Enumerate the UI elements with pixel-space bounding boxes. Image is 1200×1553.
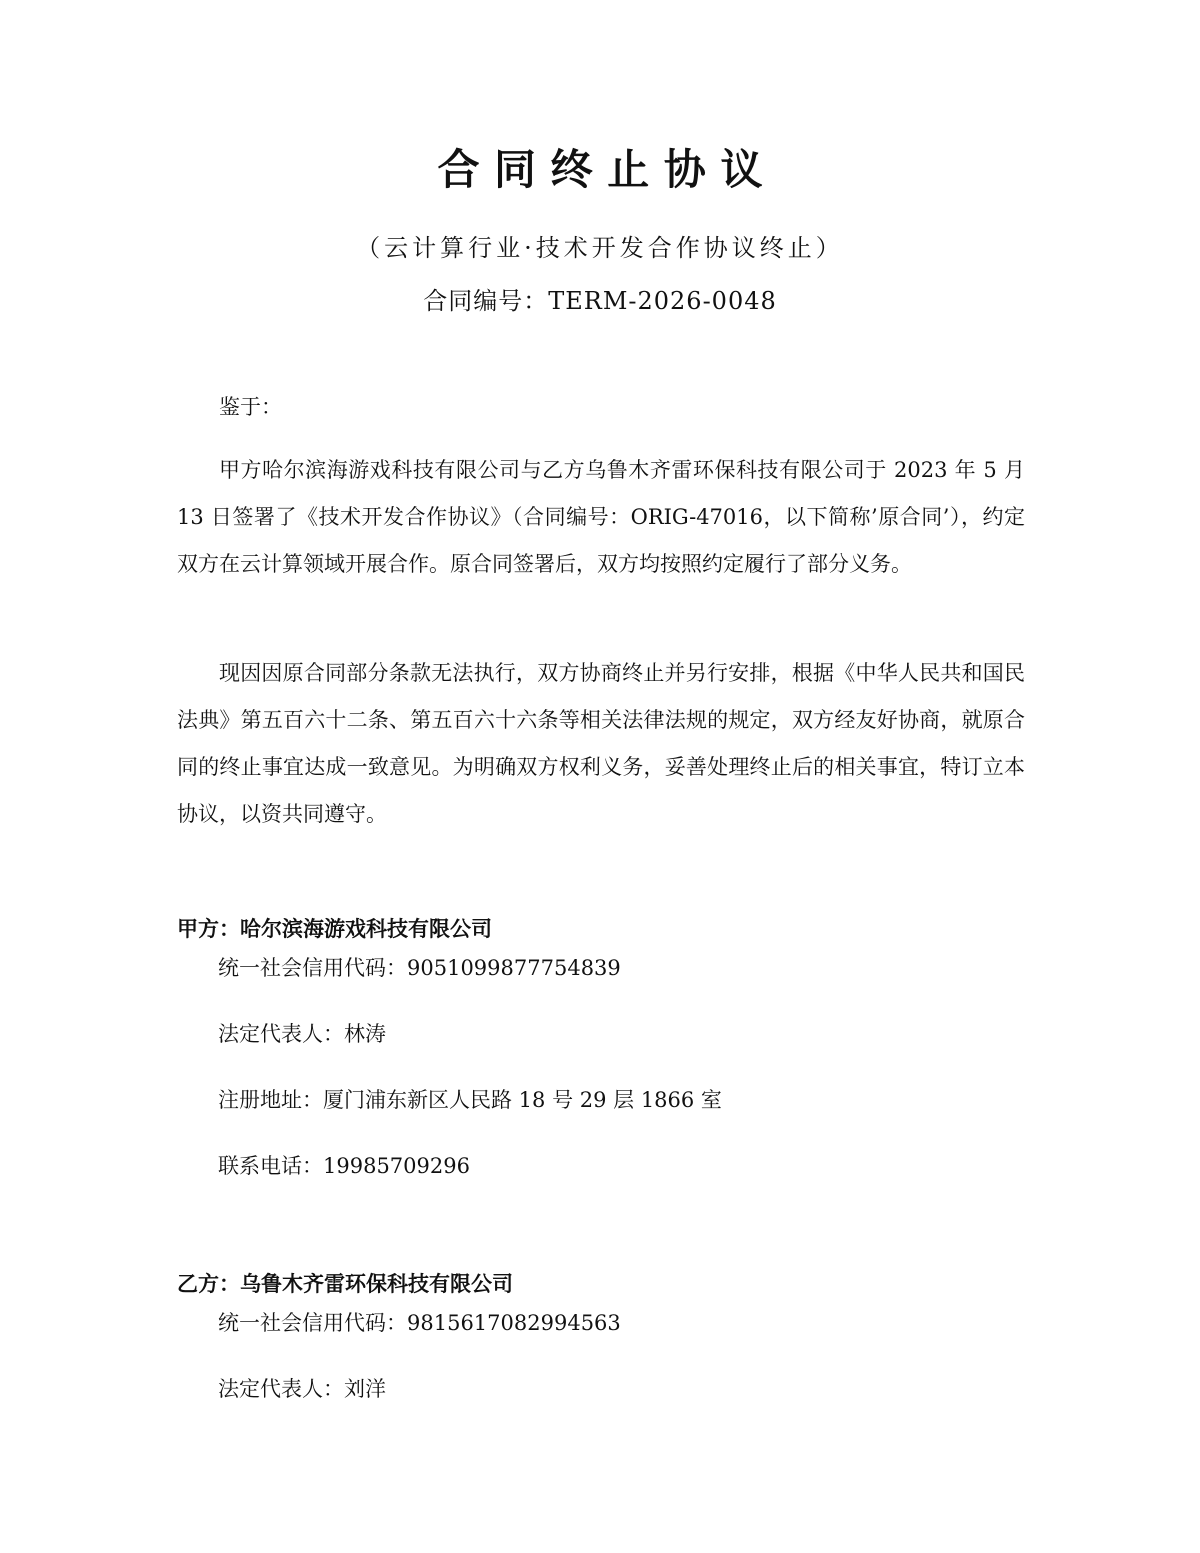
party-b-heading: 乙方：乌鲁木齐雷环保科技有限公司 (177, 1272, 513, 1296)
recital-paragraph-1: 甲方哈尔滨海游戏科技有限公司与乙方乌鲁木齐雷环保科技有限公司于 2023 年 5 月 13 日签署了《技术开发合作协议》（合同编号：ORIG-47016，以下简称’原合同’），约定双方在云计算领域开展合作。原合同签署后，双方均按照约定履行了部分义务。 (177, 458, 1025, 576)
party-a-heading: 甲方：哈尔滨海游戏科技有限公司 (177, 917, 492, 941)
whereas-label: 鉴于： (219, 395, 282, 419)
party-b-legal-rep: 法定代表人：刘洋 (218, 1377, 386, 1401)
party-a-legal-rep: 法定代表人：林涛 (218, 1022, 386, 1046)
document-subtitle: （云计算行业·技术开发合作协议终止） (356, 234, 844, 262)
party-a-credit-code: 统一社会信用代码：9051099877754839 (218, 956, 621, 980)
party-b-credit-code: 统一社会信用代码：9815617082994563 (218, 1311, 621, 1335)
party-a-address: 注册地址：厦门浦东新区人民路 18 号 29 层 1866 室 (218, 1088, 722, 1112)
recital-paragraph-2: 现因因原合同部分条款无法执行，双方协商终止并另行安排，根据《中华人民共和国民法典》第五百六十二条、第五百六十六条等相关法律法规的规定，双方经友好协商，就原合同的终止事宜达成一致意见。为明确双方权利义务，妥善处理终止后的相关事宜，特订立本协议，以资共同遵守。 (177, 661, 1025, 826)
document-title: 合 同 终 止 协 议 (437, 145, 763, 194)
contract-number: 合同编号：TERM-2026-0048 (423, 287, 777, 315)
party-a-phone: 联系电话：19985709296 (218, 1154, 470, 1178)
